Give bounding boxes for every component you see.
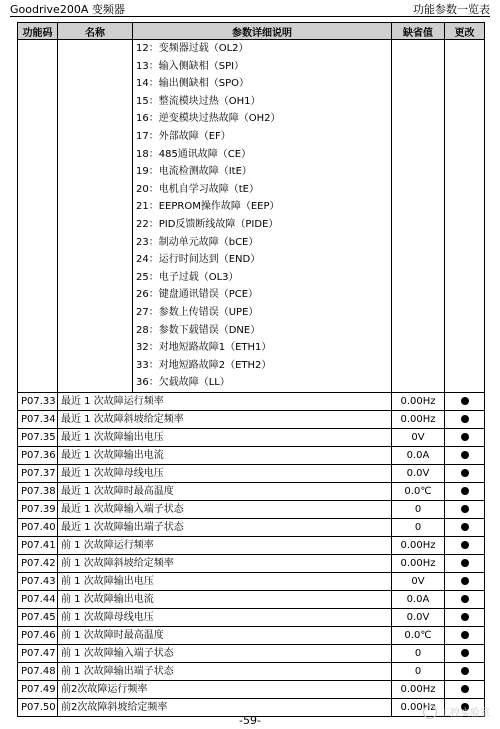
param-code: P07.45	[18, 608, 58, 626]
param-code: P07.39	[18, 500, 58, 518]
param-code: P07.44	[18, 590, 58, 608]
param-name: 前 1 次故障斜坡给定频率	[58, 554, 392, 572]
fault-list-item: 12：变频器过载（OL2）	[136, 43, 249, 54]
param-name: 前 1 次故障输入端子状态	[58, 644, 392, 662]
param-code: P07.42	[18, 554, 58, 572]
fault-list-item: 26：键盘通讯错误（PCE）	[136, 289, 259, 301]
fault-list-item: 21：EEPROM操作故障（EEP）	[136, 201, 280, 213]
table-row	[18, 608, 485, 626]
fault-list-item: 33：对地短路故障2（ETH2）	[136, 359, 272, 371]
fault-list-item: 23：制动单元故障（bCE）	[136, 236, 259, 248]
table-row	[18, 518, 485, 536]
param-code: P07.38	[18, 482, 58, 500]
page-header	[0, 0, 500, 16]
param-name: 最近 1 次故障输出电流	[58, 446, 392, 464]
param-change-cell	[445, 500, 485, 518]
table-row	[18, 482, 485, 500]
table-row	[18, 662, 485, 680]
param-default: 0.00Hz	[392, 554, 445, 572]
param-default: 0V	[392, 572, 445, 590]
column-header-name: 名称	[58, 23, 133, 40]
param-code: P07.46	[18, 626, 58, 644]
read-only-dot-icon	[461, 487, 469, 495]
param-code: P07.35	[18, 428, 58, 446]
param-name: 最近 1 次故障运行频率	[58, 392, 392, 410]
param-code: P07.37	[18, 464, 58, 482]
fault-list-item: 20：电机自学习故障（tE）	[136, 183, 259, 195]
param-code: P07.50	[18, 698, 58, 716]
fault-list-item: 25：电子过载（OL3）	[136, 271, 239, 283]
param-default: 0.0℃	[392, 482, 445, 500]
read-only-dot-icon	[461, 649, 469, 657]
param-default: 0	[392, 662, 445, 680]
fault-list-name-cell	[58, 40, 133, 393]
param-code: P07.47	[18, 644, 58, 662]
param-default: 0.0V	[392, 464, 445, 482]
param-change-cell	[445, 626, 485, 644]
fault-list-code-cell	[18, 40, 58, 393]
watermark-text: 工控实验室	[440, 708, 490, 719]
param-code: P07.33	[18, 392, 58, 410]
param-change-cell	[445, 644, 485, 662]
param-name: 最近 1 次故障输出电压	[58, 428, 392, 446]
column-header-default: 缺省值	[392, 23, 445, 40]
param-change-cell	[445, 572, 485, 590]
param-change-cell	[445, 536, 485, 554]
column-header-detail: 参数详细说明	[133, 23, 392, 40]
table-row	[18, 464, 485, 482]
read-only-dot-icon	[461, 433, 469, 441]
read-only-dot-icon	[461, 595, 469, 603]
read-only-dot-icon	[461, 397, 469, 405]
param-default: 0.0℃	[392, 626, 445, 644]
param-code: P07.43	[18, 572, 58, 590]
table-row	[18, 590, 485, 608]
read-only-dot-icon	[461, 451, 469, 459]
read-only-dot-icon	[461, 685, 469, 693]
param-change-cell	[445, 410, 485, 428]
param-name: 前 1 次故障母线电压	[58, 608, 392, 626]
param-change-cell	[445, 518, 485, 536]
header-rule	[10, 16, 490, 17]
watermark	[423, 704, 490, 719]
fault-list-item: 16：逆变模块过热故障（OH2）	[136, 113, 281, 125]
param-name: 前 1 次故障输出电压	[58, 572, 392, 590]
table-row	[18, 644, 485, 662]
param-default: 0.00Hz	[392, 680, 445, 698]
param-name: 最近 1 次故障斜坡给定频率	[58, 410, 392, 428]
param-name: 最近 1 次故障输出端子状态	[58, 518, 392, 536]
param-code: P07.36	[18, 446, 58, 464]
param-change-cell	[445, 392, 485, 410]
page-number: -59-	[239, 714, 261, 727]
param-change-cell	[445, 680, 485, 698]
param-name: 前2次故障斜坡给定频率	[58, 698, 392, 716]
read-only-dot-icon	[461, 541, 469, 549]
param-default: 0V	[392, 428, 445, 446]
param-name: 前 1 次故障时最高温度	[58, 626, 392, 644]
fault-list-item: 18：485通讯故障（CE）	[136, 148, 252, 160]
fault-list-item: 15：整流模块过热（OH1）	[136, 95, 261, 107]
param-code: P07.48	[18, 662, 58, 680]
param-default: 0.0V	[392, 608, 445, 626]
param-code: P07.49	[18, 680, 58, 698]
param-change-cell	[445, 554, 485, 572]
fault-list-item: 17：外部故障（EF）	[136, 130, 231, 142]
read-only-dot-icon	[461, 667, 469, 675]
param-default: 0.00Hz	[392, 536, 445, 554]
table-row	[18, 626, 485, 644]
fault-list-item: 32：对地短路故障1（ETH1）	[136, 342, 272, 354]
param-change-cell	[445, 662, 485, 680]
table-row	[18, 680, 485, 698]
param-code: P07.34	[18, 410, 58, 428]
read-only-dot-icon	[461, 523, 469, 531]
param-name: 最近 1 次故障母线电压	[58, 464, 392, 482]
param-code: P07.40	[18, 518, 58, 536]
param-change-cell	[445, 482, 485, 500]
param-default: 0.0A	[392, 446, 445, 464]
fault-list-default-cell	[392, 40, 445, 393]
param-change-cell	[445, 446, 485, 464]
read-only-dot-icon	[461, 577, 469, 585]
table-row	[18, 536, 485, 554]
fault-list-item: 19：电流检测故障（ItE）	[136, 166, 252, 178]
fault-list-item: 27：参数上传错误（UPE）	[136, 306, 259, 318]
param-name: 最近 1 次故障时最高温度	[58, 482, 392, 500]
table-header-row	[18, 23, 485, 40]
fault-list-item: 22：PID反馈断线故障（PIDE）	[136, 218, 279, 230]
read-only-dot-icon	[461, 631, 469, 639]
param-code: P07.41	[18, 536, 58, 554]
param-name: 前 1 次故障输出端子状态	[58, 662, 392, 680]
param-default: 0.00Hz	[392, 392, 445, 410]
table-row	[18, 554, 485, 572]
fault-list-item: 28：参数下载错误（DNE）	[136, 324, 261, 336]
table-row	[18, 572, 485, 590]
fault-list-item: 14：输出侧缺相（SPO）	[136, 78, 249, 90]
param-change-cell	[445, 608, 485, 626]
table-row	[18, 428, 485, 446]
fault-list-cell	[133, 40, 392, 393]
read-only-dot-icon	[461, 415, 469, 423]
table-row	[18, 410, 485, 428]
param-change-cell	[445, 464, 485, 482]
param-default: 0	[392, 518, 445, 536]
fault-list-row	[18, 40, 485, 393]
param-default: 0.00Hz	[392, 410, 445, 428]
param-name: 最近 1 次故障输入端子状态	[58, 500, 392, 518]
param-default: 0.0A	[392, 590, 445, 608]
read-only-dot-icon	[461, 469, 469, 477]
table-row	[18, 392, 485, 410]
read-only-dot-icon	[461, 613, 469, 621]
watermark-logo-icon	[423, 705, 437, 719]
param-default: 0	[392, 644, 445, 662]
parameter-table	[17, 22, 485, 717]
fault-list-item: 36：欠载故障（LL）	[136, 377, 230, 389]
header-section-title: 功能参数一览表	[413, 3, 490, 16]
table-row	[18, 446, 485, 464]
param-default: 0.00Hz	[392, 698, 445, 716]
fault-list-item: 13：输入侧缺相（SPI）	[136, 60, 245, 72]
header-product-title: Goodrive200A 变频器	[10, 3, 125, 16]
param-change-cell	[445, 428, 485, 446]
column-header-code: 功能码	[18, 23, 58, 40]
param-name: 前 1 次故障运行频率	[58, 536, 392, 554]
fault-list-change-cell	[445, 40, 485, 393]
param-default: 0	[392, 500, 445, 518]
table-row	[18, 500, 485, 518]
param-name: 前2次故障运行频率	[58, 680, 392, 698]
column-header-change: 更改	[445, 23, 485, 40]
fault-list-item: 24：运行时间达到（END）	[136, 254, 261, 266]
param-name: 前 1 次故障输出电流	[58, 590, 392, 608]
param-change-cell	[445, 590, 485, 608]
read-only-dot-icon	[461, 505, 469, 513]
read-only-dot-icon	[461, 559, 469, 567]
